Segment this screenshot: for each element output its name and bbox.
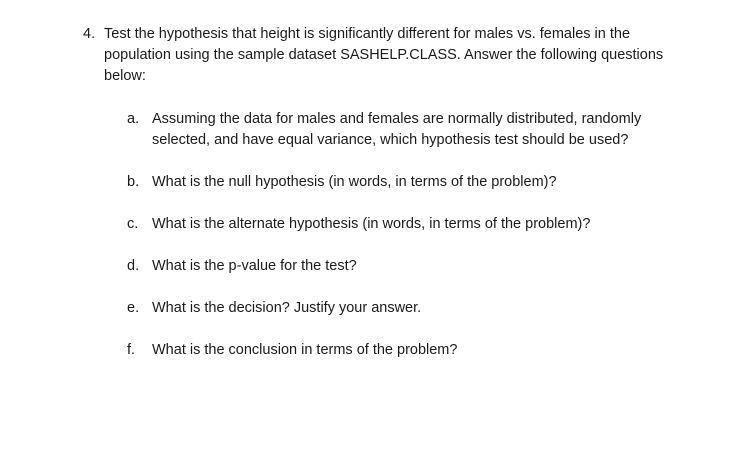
question-number: 4. <box>83 26 96 42</box>
subquestion-text: What is the null hypothesis (in words, in terms of the problem)? <box>152 174 557 190</box>
question-4 <box>83 24 683 87</box>
subquestion-f <box>127 340 687 361</box>
subquestion-letter: a. <box>127 111 140 127</box>
subquestion-text: What is the alternate hypothesis (in words, in terms of the problem)? <box>152 216 591 232</box>
subquestion-d <box>127 256 687 277</box>
subquestion-letter: c. <box>127 216 139 232</box>
subquestion-letter: e. <box>127 300 140 316</box>
subquestion-text: Assuming the data for males and females are normally distributed, randomly selected, and have equal variance, which hypothesis test should be used? <box>152 111 642 148</box>
subquestion-a <box>127 109 687 151</box>
subquestion-text: What is the conclusion in terms of the problem? <box>152 342 458 358</box>
subquestion-letter: b. <box>127 174 140 190</box>
question-block <box>83 24 683 87</box>
subquestion-list <box>127 109 687 382</box>
subquestion-c <box>127 214 687 235</box>
subquestion-text: What is the p-value for the test? <box>152 258 357 274</box>
subquestion-b <box>127 172 687 193</box>
subquestion-letter: f. <box>127 342 136 358</box>
subquestion-letter: d. <box>127 258 140 274</box>
subquestion-e <box>127 298 687 319</box>
question-text: Test the hypothesis that height is significantly different for males vs. females in the population using the sample dataset SASHELP.CLASS. Answer the following questions below: <box>104 26 664 84</box>
subquestion-text: What is the decision? Justify your answer. <box>152 300 422 316</box>
